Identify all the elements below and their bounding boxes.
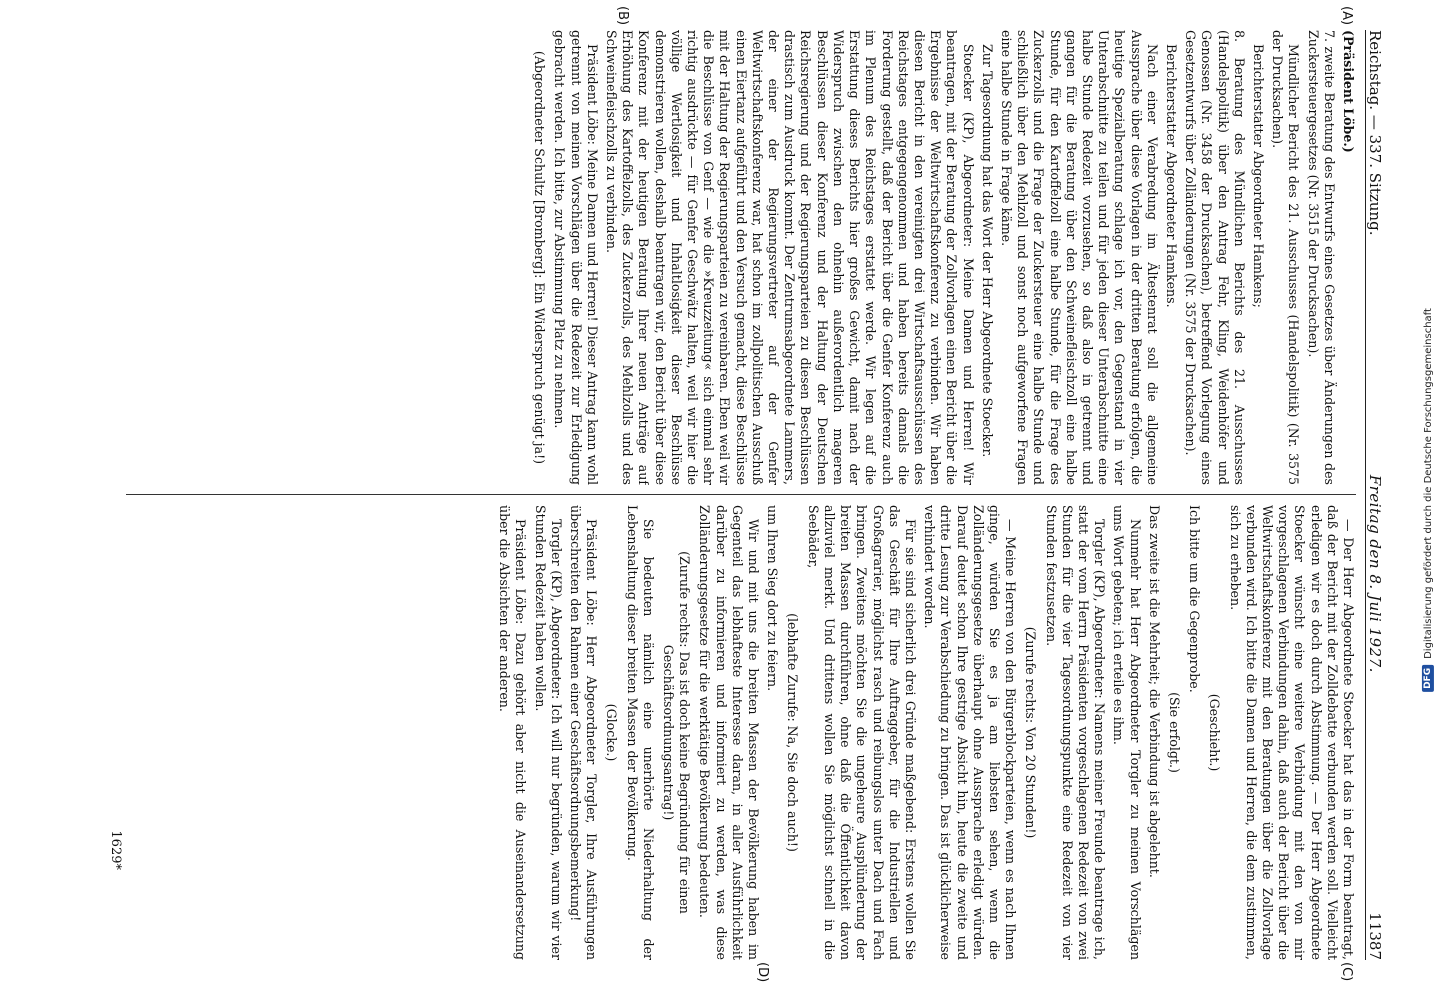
paragraph: — Der Herr Abgeordnete Stoecker hat das in der Form beantragt, daß der Bericht mit der Zolldebatte verbunden werden soll. Vielleicht erledigen wir es doch durch Abstimmung. — Der Herr Abgeordnete Stoecker wünscht eine weitere Verbindung mit den von mir vorgeschlagenen Verbindungen dahin, daß auch der Bericht über die Weltwirtschaftskonferenz mit den Beratungen über die Zollvorlage verbunden wird. Ich bitte die Damen und Herren, die dem zustimmen, sich zu erheben. [1227,505,1356,960]
paragraph: Für sie sind sicherlich drei Gründe maßgebend: Erstens wollen Sie das Geschäft für Ihre Auftraggeber, für die Industriellen und Großagrarier, möglichst rasch und reibungslos unter Dach und Fach bringen. Zweitens möchten Sie die ungeheure Ausplünderung der breiten Massen durchführen, ohne daß die Öffentlichkeit davon allzuviel merkt. Und drittens wollen Sie möglichst schnell in die Seebäder, [805,505,918,960]
speech-loebe: Präsident Löbe: Herr Abgeordneter Torgler, Ihre Ausführungen überschreiten den Rahmen einer Geschäftsordnungsbemerkung! [568,505,600,960]
paragraph: Ich bitte um die Gegenprobe. [1187,505,1203,693]
page-header [1365,30,1392,960]
speech-loebe: Präsident Löbe: Dazu gehört aber nicht die Auseinandersetzung über die Absichten der anderen. [497,505,529,960]
paragraph: Berichterstatter Abgeordneter Hamkens. [1163,44,1179,308]
column-divider [126,494,1356,495]
rotated-newspaper-page [100,0,1400,990]
speech-torgler: Torgler (KP), Abgeordneter: Namens meiner Freunde beantrage ich, statt der vom Herrn Präsidenten vorgeschlagenen Redezeit von zwei Stunden für die vier Tagesordnungspunkte eine Redezeit von vier Stunden festzusetzen. [1043,505,1108,960]
interjection: (lebhafte Zurufe: Na, Sie doch auch!) [785,613,801,852]
interjection: (Zurufe rechts: Von 20 Stunden!) [1023,626,1039,839]
interjection: (Zurufe rechts: Das ist doch keine Begründung für einen Geschäftsordnungsantrag!) [661,551,693,914]
header-date: Freitag den 8. Juli 1927. [1366,474,1384,673]
speech-loebe: Präsident Löbe: Meine Damen und Herren! Dieser Antrag kann wohl getrennt von meinen Vorschlägen über die Redezeit zur Erledigung gebracht werden. Ich bitte, zur Abstimmung Platz zu nehmen. [552,30,600,485]
stage-note: (Sie erfolgt.) [1166,692,1182,773]
paragraph: Zur Tagesordnung hat das Wort der Herr Abgeordnete Stoecker. [979,44,995,458]
paragraph: Berichterstatter Abgeordneter Hamkens; [1250,44,1266,308]
stage-note: (Glocke.) [604,703,620,762]
stage-note: (Geschieht.) [1207,693,1223,772]
right-column [116,505,1356,960]
page-number: 11387 [1366,912,1384,960]
paragraph: Mündlicher Bericht des 21. Ausschusses (Handelspolitik) (Nr. 3575 der Drucksachen). [1270,30,1302,485]
header-left: Reichstag. — 337. Sitzung. [1366,30,1384,236]
paragraph: Nach einer Verabredung im Ältestenrat soll die allgemeine Aussprache über diese Vorlagen in der dritten Beratung erfolgen, die heutige Spezialberatung schlage ich vor, den Gegenstand in vier Unterabschnitte zu teilen und für jeden dieser Unterabschnitte eine halbe Stunde Redezeit vorzusehen, so daß also in getrennt und gangen für die Beratung über den Schweinefleischzoll eine halbe Stunde, für den Kartoffelzoll eine halbe Stunde, für die Frage des Zuckerzolls und die Frage der Zuckersteuer eine halbe Stunde und schließlich über den Mehlzoll und sonst noch aufgeworfene Fragen eine halbe Stunde in Frage käme. [998,30,1160,485]
signature-mark: 1629* [108,830,123,870]
agenda-item-8: 8. Beratung des Mündlichen Berichts des 21. Ausschusses (Handelspolitik) über den Antrag Fehr, Kling, Weidenhöfer und Genossen (Nr. 3458 der Drucksachen), betreffend Vorlegung eines Gesetzentwurfs über Zolländerungen (Nr. 3575 der Drucksachen). [1183,30,1247,485]
agenda-item-7: 7. zweite Beratung des Entwurfs eines Gesetzes über Änderungen des Zuckersteuergesetzes (Nr. 3515 der Drucksachen). [1305,30,1337,485]
paragraph: Nunmehr hat Herr Abgeordneter Torgler zu meinen Vorschlägen ums Wort gebeten; ich erteile es ihm. [1111,505,1143,960]
speech-stoecker: Stoecker (KP), Abgeordneter: Meine Damen und Herren! Wir beantragen, mit der Beratung der Zollvorlagen einen Bericht über die Ergebnisse der Weltwirtschaftskonferenz zu verbinden. Wir haben diesen Bericht in den vereinigten drei Wirtschaftsausschüssen des Reichstages entgegengenommen und haben bereits damals die Forderung gestellt, daß der Bericht über die Genfer Konferenz auch im Plenum des Reichstages erstattet werde. Wir legen auf die Erstattung dieses Berichts hier großes Gewicht, damit nach der Widerspruch zwischen den ohnehin außerordentlich mageren Beschlüssen dieser Konferenz und der Haltung der Deutschen Reichsregierung und der Regierungsparteien zu diesen Beschlüssen drastisch zum Ausdruck kommt. Der Zentrumsabgeordnete Lammers, der einer der Regierungsvertreter auf der Genfer Weltwirtschaftskonferenz war, hat schon im zollpolitischen Ausschuß einen Eiertanz aufgeführt und den Versuch gemacht, diese Beschlüsse mit der Haltung der Regierungsparteien zu vereinbaren. Eben weil wir die Beschlüsse von Genf — wie die »Kreuzzeitung« sich einmal sehr richtig ausdrückte — für Genfer Geschwätz halten, weil wir hier die völlige Wertlosigkeit und Inhaltlosigkeit dieser Beschlüsse demonstrieren wollen, deshalb beantragen wir, den Bericht über diese Konferenz mit der heutigen Beratung Ihrer neuen Anträge auf Erhöhung des Kartoffelzolls, des Zuckerzolls, des Mehlzolls und des Schweinefleischzolls zu verbinden. [604,30,976,485]
left-column [116,30,1356,485]
paragraph: um Ihren Sieg dort zu feiern. [765,505,781,692]
margin-marker-d: (D) [755,962,770,983]
dfg-sidebar [1408,6,1434,994]
dfg-logo-icon: DFG [1422,665,1434,692]
speech-torgler: Torgler (KP), Abgeordneter: Ich will nur begründen, warum wir vier Stunden Redezeit haben wollen. [532,505,564,960]
paragraph: Das zweite ist die Mehrheit; die Verbindung ist abgelehnt. [1146,505,1162,878]
margin-marker-a: (A) [1339,6,1354,26]
dfg-credit-text: Digitalisierung gefördert durch die Deutsche Forschungsgemeinschaft [1422,308,1434,659]
paragraph: Wir und mit uns die breiten Massen der Bevölkerung haben im Gegenteil das lebhafteste Interesse daran, in aller Ausführlichkeit darüber zu informieren und informiert zu werden, was diese Zolländerungsgesetze für die werktätige Bevölkerung bedeuten. [697,505,762,960]
margin-marker-c: (C) [1339,962,1354,982]
interjection: (Abgeordneter Schultz [Bromberg]: Ein Widerspruch genügt ja!) [532,50,548,465]
paragraph: (Präsident Löbe.) [1341,30,1356,153]
paragraph: Sie bedeuten nämlich eine unerhörte Niederhaltung der Lebenshaltung dieser breiten Massen der Bevölkerung. [624,505,656,960]
margin-marker-b: (B) [615,6,630,26]
paragraph: — Meine Herren von den Bürgerblockparteien, wenn es nach Ihnen ginge, würden Sie es ja am liebsten sehen, wenn die Zolländerungsgesetze überhaupt ohne Aussprache erledigt würden. Darauf deutet schon Ihre gestrige Absicht hin, heute die zweite und dritte Lesung zur Verabschiedung zu bringen. Das ist glücklicherweise verhindert worden. [922,505,1019,960]
